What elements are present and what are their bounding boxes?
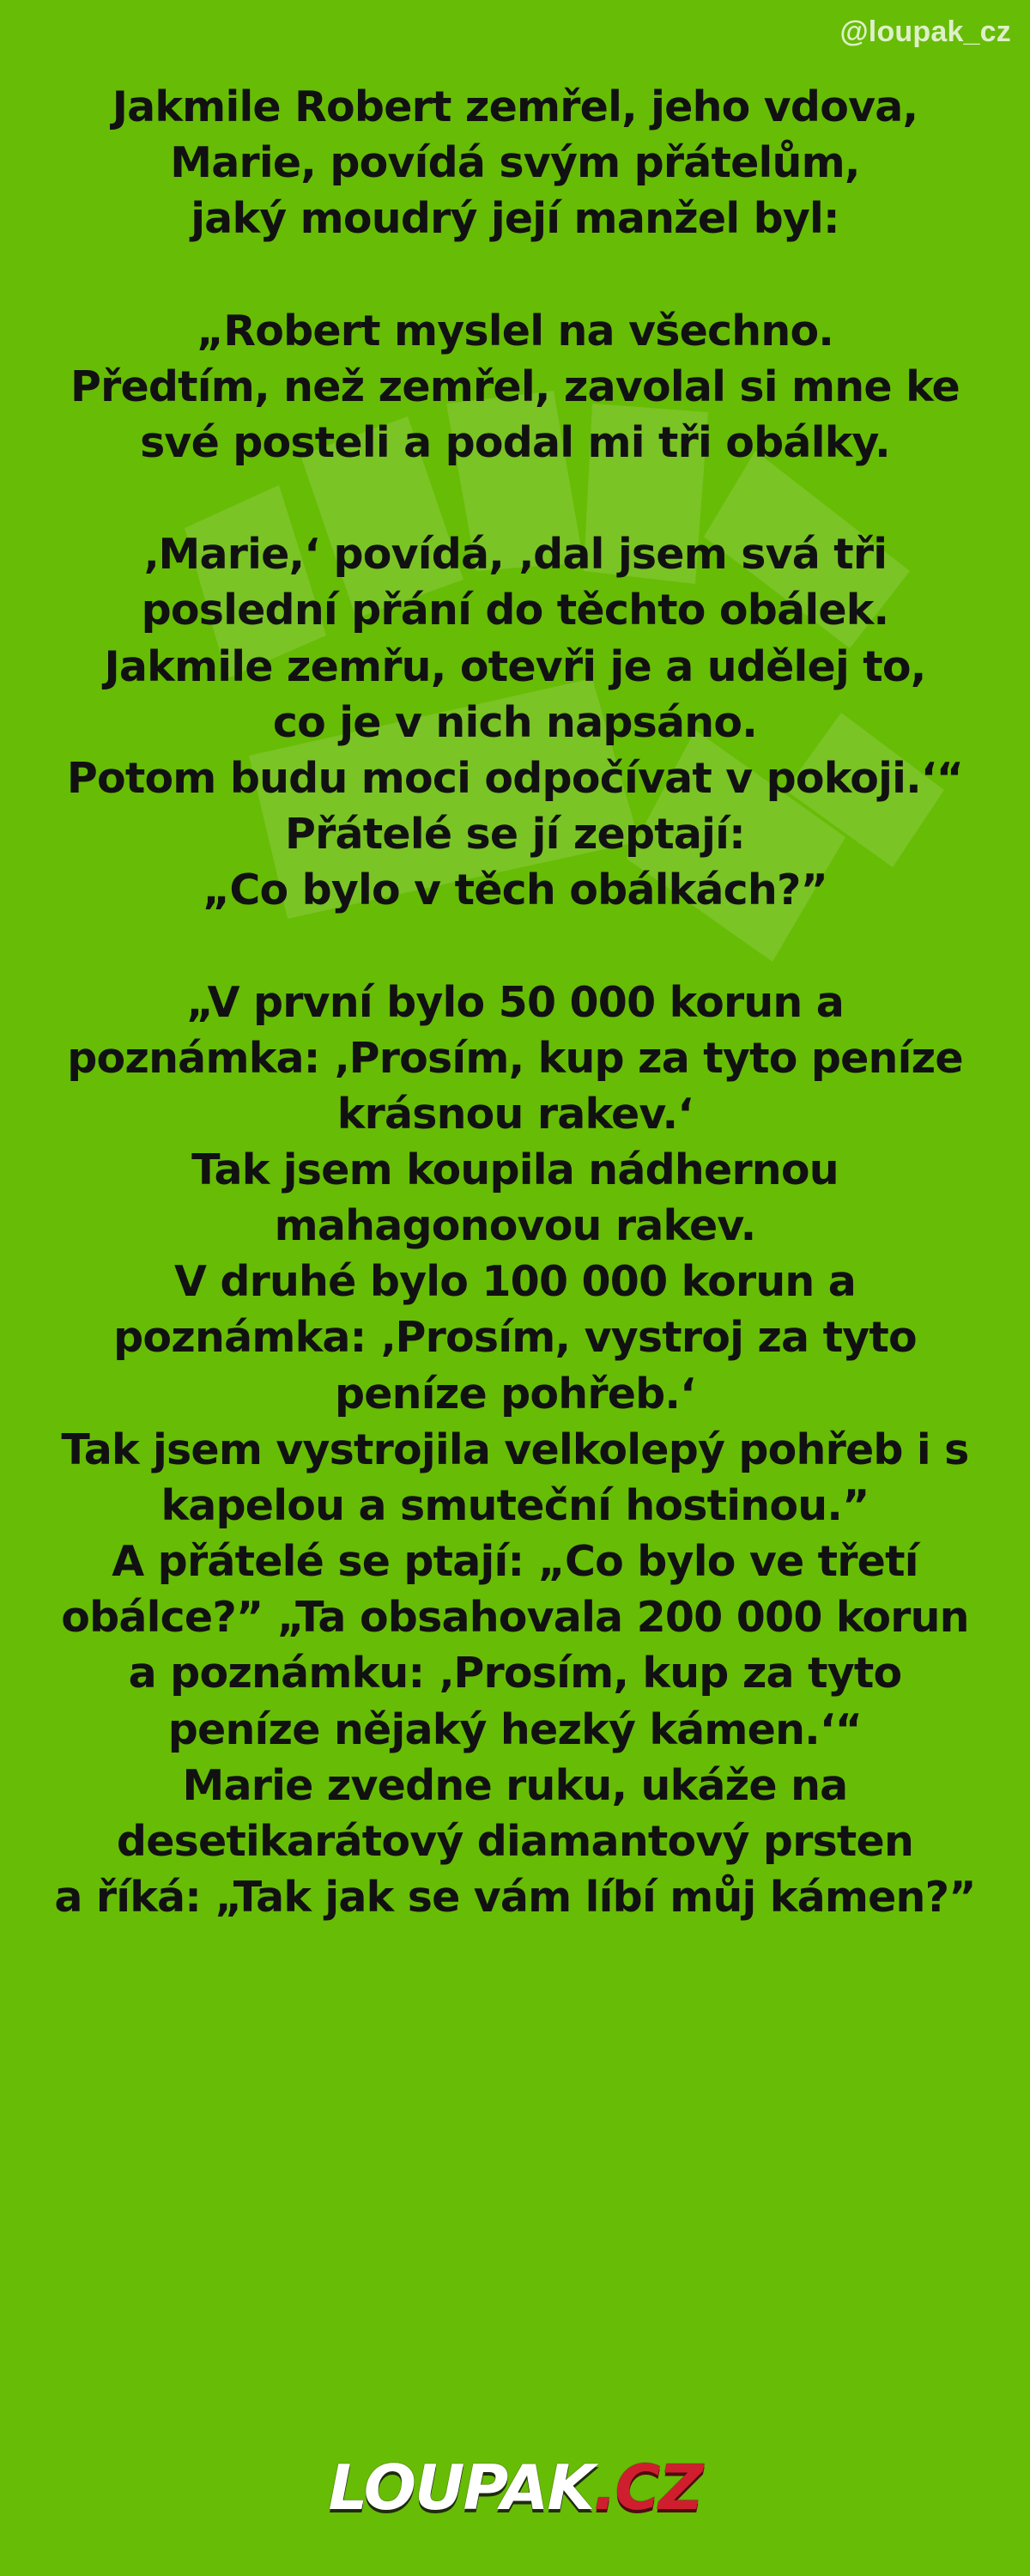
brand-logo [0, 2451, 1030, 2524]
story-text: Jakmile Robert zemřel, jeho vdova, Marie, povídá svým přátelům, jaký moudrý její manžel byl: „Robert myslel na všechno. Předtím, než zemřel, zavolal si mne ke své posteli a podal mi tři obálky. ‚Marie,‘ povídá, ‚dal jsem svá tři poslední přání do těchto obálek. Jakmile zemřu, otevři je a udělej to, co je v nich napsáno. Potom budu moci odpočívat v pokoji.‘“ Přátelé se jí zeptají: „Co bylo v těch obálkách?” „V první bylo 50 000 korun a poznámka: ‚Prosím, kup za tyto peníze krásnou rakev.‘ Tak jsem koupila nádhernou mahagonovou rakev. V druhé bylo 100 000 korun a poznámka: ‚Prosím, vystroj za tyto peníze pohřeb.‘ Tak jsem vystrojila velkolepý pohřeb i s kapelou a smuteční hostinou.” A přátelé se ptají: „Co bylo ve třetí obálce?” „Ta obsahovala 200 000 korun a poznámku: ‚Prosím, kup za tyto peníze nějaký hezký kámen.‘“ Marie zvedne ruku, ukáže na desetikarátový diamantový prsten a říká: „Tak jak se vám líbí můj kámen?” [54, 82, 976, 1922]
brand-main-text: LOUPAK [328, 2451, 594, 2524]
brand-domain-text: .CZ [593, 2451, 702, 2524]
social-handle: @loupak_cz [839, 15, 1011, 48]
